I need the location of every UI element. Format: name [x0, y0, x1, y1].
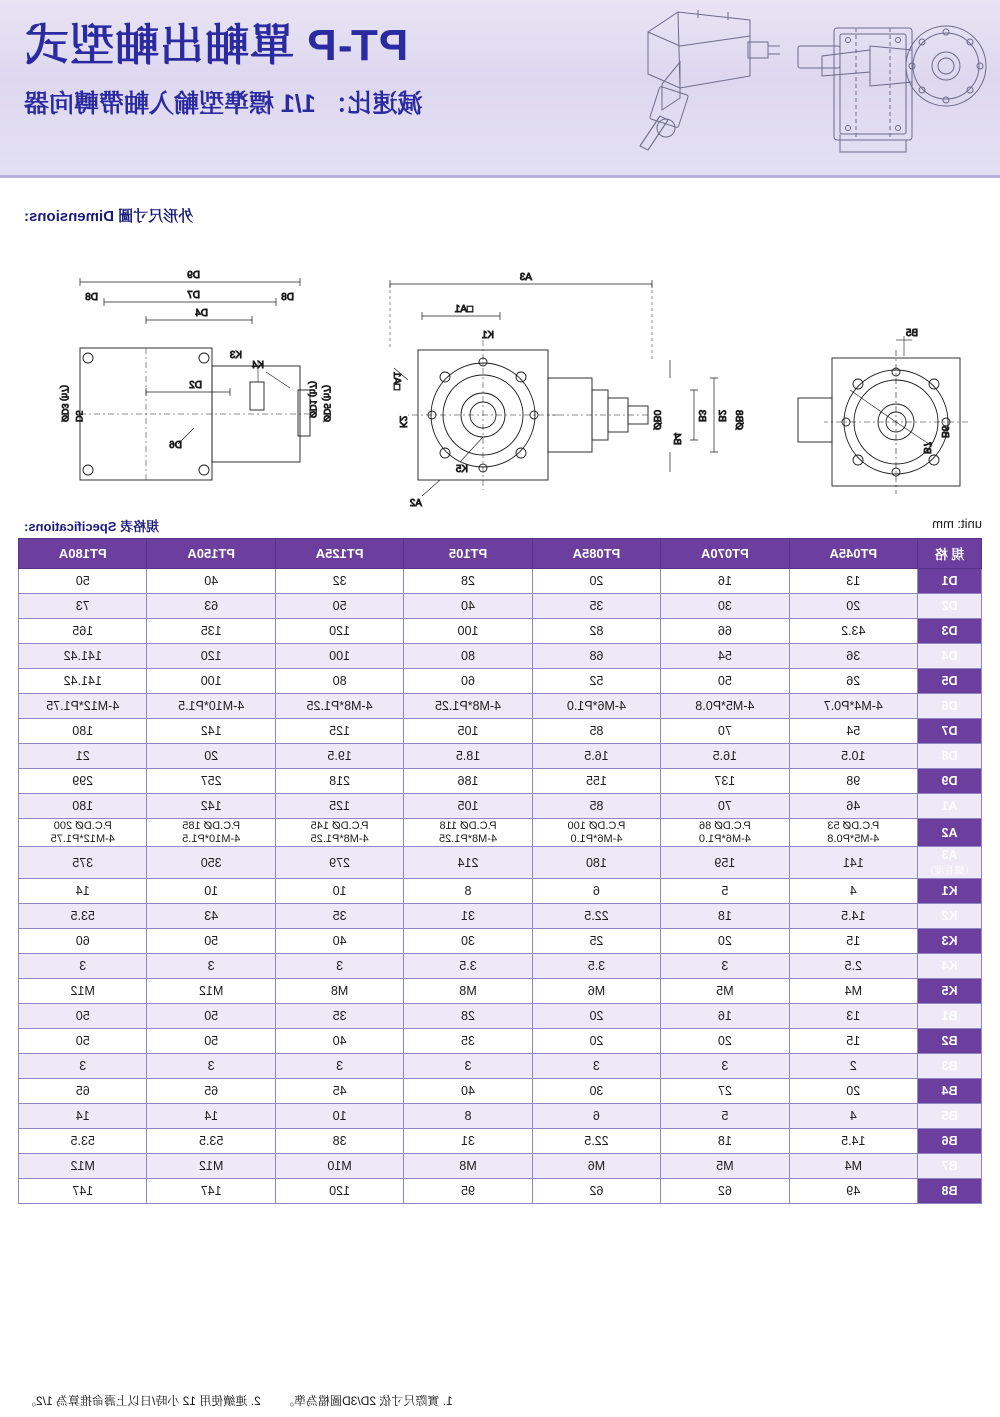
specifications-section-label: 規格表 Specifications:	[24, 519, 160, 534]
cell-d1-pt105: 28	[404, 569, 532, 594]
cell-k4-pt070a: 3	[661, 954, 789, 979]
cell-k3-pt180a: 60	[19, 929, 147, 954]
table-row	[19, 1029, 982, 1054]
cell-k1-pt045a: 4	[789, 879, 917, 904]
cell-b7-pt045a: M4	[789, 1154, 917, 1179]
label-b5: B5	[905, 328, 918, 339]
cell-d3-pt150a: 135	[147, 619, 275, 644]
label-k1: K1	[481, 330, 494, 341]
cell-k4-pt105: 3.5	[404, 954, 532, 979]
cell-d4-pt085a: 68	[532, 644, 660, 669]
col-header-pt180a: PT180A	[19, 539, 147, 569]
cell-b5-pt180a: 14	[19, 1104, 147, 1129]
table-row	[19, 794, 982, 819]
cell-b8-pt085a: 62	[532, 1179, 660, 1204]
drawing-view-middle	[390, 280, 718, 496]
cell-d6-pt070a: 4-M5*P0.8	[661, 694, 789, 719]
cell-b5-pt045a: 4	[789, 1104, 917, 1129]
cell-b6-pt085a: 22.5	[532, 1129, 660, 1154]
row-header-a3: A3 （總長度）	[918, 847, 982, 879]
cell-d2-pt070a: 30	[661, 594, 789, 619]
label-b7: B7	[921, 441, 932, 454]
cell-d5-pt125a: 80	[275, 669, 403, 694]
cell-k2-pt180a: 53.5	[19, 904, 147, 929]
cell-b4-pt045a: 20	[789, 1079, 917, 1104]
label-k4: K4	[251, 360, 264, 371]
label-b2: B2	[716, 409, 727, 422]
cell-d9-pt085a: 155	[532, 769, 660, 794]
row-header-b8: B8	[918, 1179, 982, 1204]
cell-k4-pt125a: 3	[275, 954, 403, 979]
cell-b6-pt125a: 38	[275, 1129, 403, 1154]
footnote-2: 2. 連續使用 12 小時/日以上壽命推算為 1/2。	[24, 1394, 261, 1408]
cell-b1-pt150a: 50	[147, 1004, 275, 1029]
table-row	[19, 769, 982, 794]
cell-k3-pt085a: 25	[532, 929, 660, 954]
cell-d3-pt070a: 66	[661, 619, 789, 644]
row-header-d4: D4	[918, 644, 982, 669]
row-header-d5: D5	[918, 669, 982, 694]
cell-d3-pt125a: 120	[275, 619, 403, 644]
header-title-block	[24, 22, 423, 120]
drawing-view-left	[798, 336, 968, 494]
table-corner-header: 規 格	[918, 539, 982, 569]
cell-k4-pt180a: 3	[19, 954, 147, 979]
cell-d2-pt045a: 20	[789, 594, 917, 619]
table-row	[19, 569, 982, 594]
label-d4: D4	[195, 308, 208, 319]
cell-b6-pt180a: 53.5	[19, 1129, 147, 1154]
cell-b8-pt125a: 120	[275, 1179, 403, 1204]
label-a2: A2	[409, 498, 422, 509]
col-header-pt070a: PT070A	[661, 539, 789, 569]
cell-d8-pt105: 18.5	[404, 744, 532, 769]
cell-a2-pt085a: P.C.DØ 100 4-M6*P1.0	[532, 819, 660, 847]
label-ob0: ØB0	[651, 409, 662, 430]
cell-b2-pt085a: 20	[532, 1029, 660, 1054]
cell-b5-pt105: 8	[404, 1104, 532, 1129]
table-row	[19, 1104, 982, 1129]
cell-d4-pt180a: 141.42	[19, 644, 147, 669]
cell-d2-pt125a: 50	[275, 594, 403, 619]
cell-a1-pt150a: 142	[147, 794, 275, 819]
cell-d9-pt045a: 98	[789, 769, 917, 794]
cell-b4-pt085a: 30	[532, 1079, 660, 1104]
cell-d1-pt070a: 16	[661, 569, 789, 594]
dimensions-section-label: 外形尺寸圖 Dimensions:	[24, 208, 194, 225]
row-header-k1: K1	[918, 879, 982, 904]
row-header-d6: D6	[918, 694, 982, 719]
col-header-pt150a: PT150A	[147, 539, 275, 569]
cell-d7-pt070a: 70	[661, 719, 789, 744]
cell-a1-pt125a: 125	[275, 794, 403, 819]
cell-b1-pt105: 28	[404, 1004, 532, 1029]
cell-b6-pt045a: 14.5	[789, 1129, 917, 1154]
cell-a3-pt125a: 279	[275, 847, 403, 879]
label-a1: □A1	[454, 304, 473, 315]
cell-a1-pt070a: 70	[661, 794, 789, 819]
cell-d7-pt045a: 54	[789, 719, 917, 744]
row-header-b1: B1	[918, 1004, 982, 1029]
cell-d2-pt105: 40	[404, 594, 532, 619]
row-header-d7: D7	[918, 719, 982, 744]
cell-b1-pt045a: 13	[789, 1004, 917, 1029]
table-row	[19, 1129, 982, 1154]
cell-k4-pt045a: 2.5	[789, 954, 917, 979]
table-row	[19, 1079, 982, 1104]
cell-k1-pt105: 8	[404, 879, 532, 904]
cell-k2-pt105: 31	[404, 904, 532, 929]
cell-d8-pt150a: 20	[147, 744, 275, 769]
cell-b2-pt125a: 40	[275, 1029, 403, 1054]
cell-d3-pt045a: 43.2	[789, 619, 917, 644]
cell-b5-pt070a: 5	[661, 1104, 789, 1129]
cell-b1-pt125a: 35	[275, 1004, 403, 1029]
cell-a3-pt150a: 350	[147, 847, 275, 879]
table-header-row	[19, 539, 982, 569]
cell-b7-pt125a: M10	[275, 1154, 403, 1179]
product-image-front	[790, 6, 990, 166]
row-header-k3: K3	[918, 929, 982, 954]
table-row	[19, 979, 982, 1004]
cell-d1-pt150a: 40	[147, 569, 275, 594]
cell-d5-pt045a: 26	[789, 669, 917, 694]
cell-d8-pt070a: 16.5	[661, 744, 789, 769]
dimension-drawings	[0, 240, 1000, 510]
cell-d6-pt150a: 4-M10*P1.5	[147, 694, 275, 719]
label-d8-right: D8	[85, 292, 98, 303]
row-header-k5: K5	[918, 979, 982, 1004]
cell-d8-pt180a: 21	[19, 744, 147, 769]
cell-b4-pt070a: 27	[661, 1079, 789, 1104]
label-d5: D5	[74, 410, 84, 422]
row-header-k4: K4	[918, 954, 982, 979]
cell-b2-pt045a: 15	[789, 1029, 917, 1054]
label-od5: ØD5 (h7)	[322, 384, 332, 422]
cell-a2-pt105: P.C.DØ 118 4-M8*P1.25	[404, 819, 532, 847]
cell-a3-pt105: 214	[404, 847, 532, 879]
cell-k4-pt085a: 3.5	[532, 954, 660, 979]
cell-b1-pt070a: 16	[661, 1004, 789, 1029]
table-row	[19, 929, 982, 954]
label-d9: D9	[187, 270, 200, 281]
unit-label: unit: mm	[932, 516, 982, 531]
cell-d3-pt105: 100	[404, 619, 532, 644]
col-header-pt105: PT105	[404, 539, 532, 569]
cell-a1-pt105: 105	[404, 794, 532, 819]
cell-d2-pt150a: 63	[147, 594, 275, 619]
cell-b3-pt180a: 3	[19, 1054, 147, 1079]
table-row	[19, 669, 982, 694]
cell-a2-pt180a: P.C.DØ 200 4-M12*P1.75	[19, 819, 147, 847]
label-b4: B4	[671, 432, 682, 445]
cell-d4-pt125a: 100	[275, 644, 403, 669]
cell-d9-pt125a: 218	[275, 769, 403, 794]
cell-d7-pt180a: 180	[19, 719, 147, 744]
cell-d8-pt045a: 10.5	[789, 744, 917, 769]
cell-a1-pt180a: 180	[19, 794, 147, 819]
row-header-d3: D3	[918, 619, 982, 644]
cell-b1-pt180a: 50	[19, 1004, 147, 1029]
cell-b8-pt045a: 49	[789, 1179, 917, 1204]
cell-b3-pt085a: 3	[532, 1054, 660, 1079]
cell-d8-pt125a: 19.5	[275, 744, 403, 769]
cell-b8-pt180a: 147	[19, 1179, 147, 1204]
cell-a3-pt070a: 159	[661, 847, 789, 879]
cell-k5-pt105: M8	[404, 979, 532, 1004]
label-k5: K5	[455, 464, 468, 475]
label-a1-side: □A1	[391, 371, 402, 390]
cell-b2-pt070a: 20	[661, 1029, 789, 1054]
cell-b4-pt180a: 65	[19, 1079, 147, 1104]
table-row	[19, 954, 982, 979]
cell-k3-pt105: 30	[404, 929, 532, 954]
row-header-b5: B5	[918, 1104, 982, 1129]
cell-b3-pt125a: 3	[275, 1054, 403, 1079]
cell-a2-pt125a: P.C.DØ 145 4-M8*P1.25	[275, 819, 403, 847]
cell-k3-pt070a: 20	[661, 929, 789, 954]
page-header-banner	[0, 0, 1000, 178]
cell-b6-pt105: 31	[404, 1129, 532, 1154]
cell-k3-pt150a: 50	[147, 929, 275, 954]
cell-d7-pt150a: 142	[147, 719, 275, 744]
table-row	[19, 619, 982, 644]
cell-k1-pt180a: 14	[19, 879, 147, 904]
cell-a2-pt045a: P.C.DØ 53 4-M5*P0.8	[789, 819, 917, 847]
row-header-d1: D1	[918, 569, 982, 594]
label-d2: D2	[189, 380, 202, 391]
table-row	[19, 1004, 982, 1029]
row-header-a2: A2	[918, 819, 982, 847]
cell-b8-pt105: 95	[404, 1179, 532, 1204]
cell-a2-pt150a: P.C.DØ 185 4-M10*P1.5	[147, 819, 275, 847]
cell-a3-pt180a: 375	[19, 847, 147, 879]
table-row	[19, 1179, 982, 1204]
cell-d5-pt150a: 100	[147, 669, 275, 694]
cell-k2-pt085a: 22.5	[532, 904, 660, 929]
label-od3: ØD3 (h7)	[60, 384, 70, 422]
cell-k5-pt125a: M8	[275, 979, 403, 1004]
cell-a3-pt085a: 180	[532, 847, 660, 879]
cell-d8-pt085a: 16.5	[532, 744, 660, 769]
cell-k3-pt045a: 15	[789, 929, 917, 954]
cell-b4-pt105: 40	[404, 1079, 532, 1104]
cell-b5-pt125a: 10	[275, 1104, 403, 1129]
cell-b2-pt150a: 50	[147, 1029, 275, 1054]
cell-d3-pt085a: 82	[532, 619, 660, 644]
cell-a3-pt045a: 141	[789, 847, 917, 879]
row-header-b2: B2	[918, 1029, 982, 1054]
cell-b7-pt150a: M12	[147, 1154, 275, 1179]
table-row	[19, 879, 982, 904]
specifications-table	[18, 538, 982, 1204]
cell-b8-pt070a: 62	[661, 1179, 789, 1204]
table-row	[19, 719, 982, 744]
cell-d5-pt085a: 52	[532, 669, 660, 694]
cell-k2-pt125a: 35	[275, 904, 403, 929]
cell-b7-pt070a: M5	[661, 1154, 789, 1179]
row-header-d9: D9	[918, 769, 982, 794]
cell-d5-pt070a: 50	[661, 669, 789, 694]
label-k2: K2	[397, 415, 408, 428]
table-row	[19, 1154, 982, 1179]
cell-k1-pt150a: 10	[147, 879, 275, 904]
cell-a1-pt085a: 85	[532, 794, 660, 819]
cell-b7-pt180a: M12	[19, 1154, 147, 1179]
row-header-b6: B6	[918, 1129, 982, 1154]
cell-d4-pt045a: 36	[789, 644, 917, 669]
table-row	[19, 694, 982, 719]
cell-d9-pt105: 186	[404, 769, 532, 794]
cell-b1-pt085a: 20	[532, 1004, 660, 1029]
cell-k2-pt045a: 14.5	[789, 904, 917, 929]
label-a3: A3	[519, 272, 532, 283]
cell-b3-pt105: 3	[404, 1054, 532, 1079]
cell-k5-pt045a: M4	[789, 979, 917, 1004]
label-od1: ØD1 (h7)	[308, 380, 318, 418]
cell-b2-pt105: 35	[404, 1029, 532, 1054]
col-header-pt045a: PT045A	[789, 539, 917, 569]
cell-b4-pt150a: 65	[147, 1079, 275, 1104]
cell-k4-pt150a: 3	[147, 954, 275, 979]
cell-d3-pt180a: 165	[19, 619, 147, 644]
cell-k1-pt085a: 6	[532, 879, 660, 904]
label-ob8: ØB8	[733, 409, 744, 430]
cell-d6-pt085a: 4-M6*P1.0	[532, 694, 660, 719]
row-header-b7: B7	[918, 1154, 982, 1179]
cell-b5-pt085a: 6	[532, 1104, 660, 1129]
cell-k5-pt085a: M6	[532, 979, 660, 1004]
cell-k5-pt070a: M5	[661, 979, 789, 1004]
row-header-b3: B3	[918, 1054, 982, 1079]
page-subtitle: 減速比： 1/1 標準型輸入軸帶轉向器	[24, 90, 423, 119]
table-row	[19, 594, 982, 619]
cell-b3-pt070a: 3	[661, 1054, 789, 1079]
cell-d1-pt125a: 32	[275, 569, 403, 594]
cell-b6-pt070a: 18	[661, 1129, 789, 1154]
table-row	[19, 644, 982, 669]
cell-d6-pt180a: 4-M12*P1.75	[19, 694, 147, 719]
row-header-a1: A1	[918, 794, 982, 819]
table-row	[19, 847, 982, 879]
cell-k5-pt180a: M12	[19, 979, 147, 1004]
cell-d4-pt105: 80	[404, 644, 532, 669]
cell-d1-pt045a: 13	[789, 569, 917, 594]
cell-d9-pt150a: 257	[147, 769, 275, 794]
cell-k1-pt125a: 10	[275, 879, 403, 904]
cell-k2-pt070a: 18	[661, 904, 789, 929]
cell-d9-pt070a: 137	[661, 769, 789, 794]
page-title: PT-P 單軸出軸型式	[24, 21, 409, 70]
cell-d5-pt105: 60	[404, 669, 532, 694]
cell-d7-pt085a: 85	[532, 719, 660, 744]
cell-k1-pt070a: 5	[661, 879, 789, 904]
cell-b6-pt150a: 53.5	[147, 1129, 275, 1154]
cell-b3-pt150a: 3	[147, 1054, 275, 1079]
product-image-iso	[628, 2, 788, 172]
row-header-d2: D2	[918, 594, 982, 619]
cell-d2-pt180a: 73	[19, 594, 147, 619]
cell-k2-pt150a: 43	[147, 904, 275, 929]
row-header-k2: K2	[918, 904, 982, 929]
cell-b7-pt105: M8	[404, 1154, 532, 1179]
row-header-d8: D8	[918, 744, 982, 769]
cell-k3-pt125a: 40	[275, 929, 403, 954]
label-k3: K3	[229, 350, 242, 361]
cell-d9-pt180a: 299	[19, 769, 147, 794]
cell-b3-pt045a: 2	[789, 1054, 917, 1079]
table-row	[19, 904, 982, 929]
cell-b8-pt150a: 147	[147, 1179, 275, 1204]
table-row	[19, 1054, 982, 1079]
label-b3: B3	[696, 409, 707, 422]
footnotes	[24, 1392, 471, 1409]
label-b6: B6	[939, 425, 950, 438]
cell-d5-pt180a: 141.42	[19, 669, 147, 694]
cell-k5-pt150a: M12	[147, 979, 275, 1004]
cell-d2-pt085a: 35	[532, 594, 660, 619]
cell-d4-pt150a: 120	[147, 644, 275, 669]
cell-d1-pt180a: 50	[19, 569, 147, 594]
cell-b5-pt150a: 14	[147, 1104, 275, 1129]
cell-d4-pt070a: 54	[661, 644, 789, 669]
cell-d7-pt105: 105	[404, 719, 532, 744]
cell-b2-pt180a: 50	[19, 1029, 147, 1054]
label-d8-left: D8	[281, 292, 294, 303]
cell-d6-pt045a: 4-M4*P0.7	[789, 694, 917, 719]
table-row	[19, 819, 982, 847]
col-header-pt125a: PT125A	[275, 539, 403, 569]
cell-d1-pt085a: 20	[532, 569, 660, 594]
cell-a2-pt070a: P.C.DØ 86 4-M6*P1.0	[661, 819, 789, 847]
cell-a1-pt045a: 46	[789, 794, 917, 819]
label-d6: D6	[169, 440, 182, 451]
cell-d6-pt105: 4-M8*P1.25	[404, 694, 532, 719]
footnote-1: 1. 實際尺寸依 2D/3D圖檔為準。	[282, 1394, 453, 1408]
cell-b7-pt085a: M6	[532, 1154, 660, 1179]
col-header-pt085a: PT085A	[532, 539, 660, 569]
cell-d6-pt125a: 4-M8*P1.25	[275, 694, 403, 719]
row-header-b4: B4	[918, 1079, 982, 1104]
cell-b4-pt125a: 45	[275, 1079, 403, 1104]
table-row	[19, 744, 982, 769]
label-d7: D7	[187, 290, 200, 301]
cell-d7-pt125a: 125	[275, 719, 403, 744]
